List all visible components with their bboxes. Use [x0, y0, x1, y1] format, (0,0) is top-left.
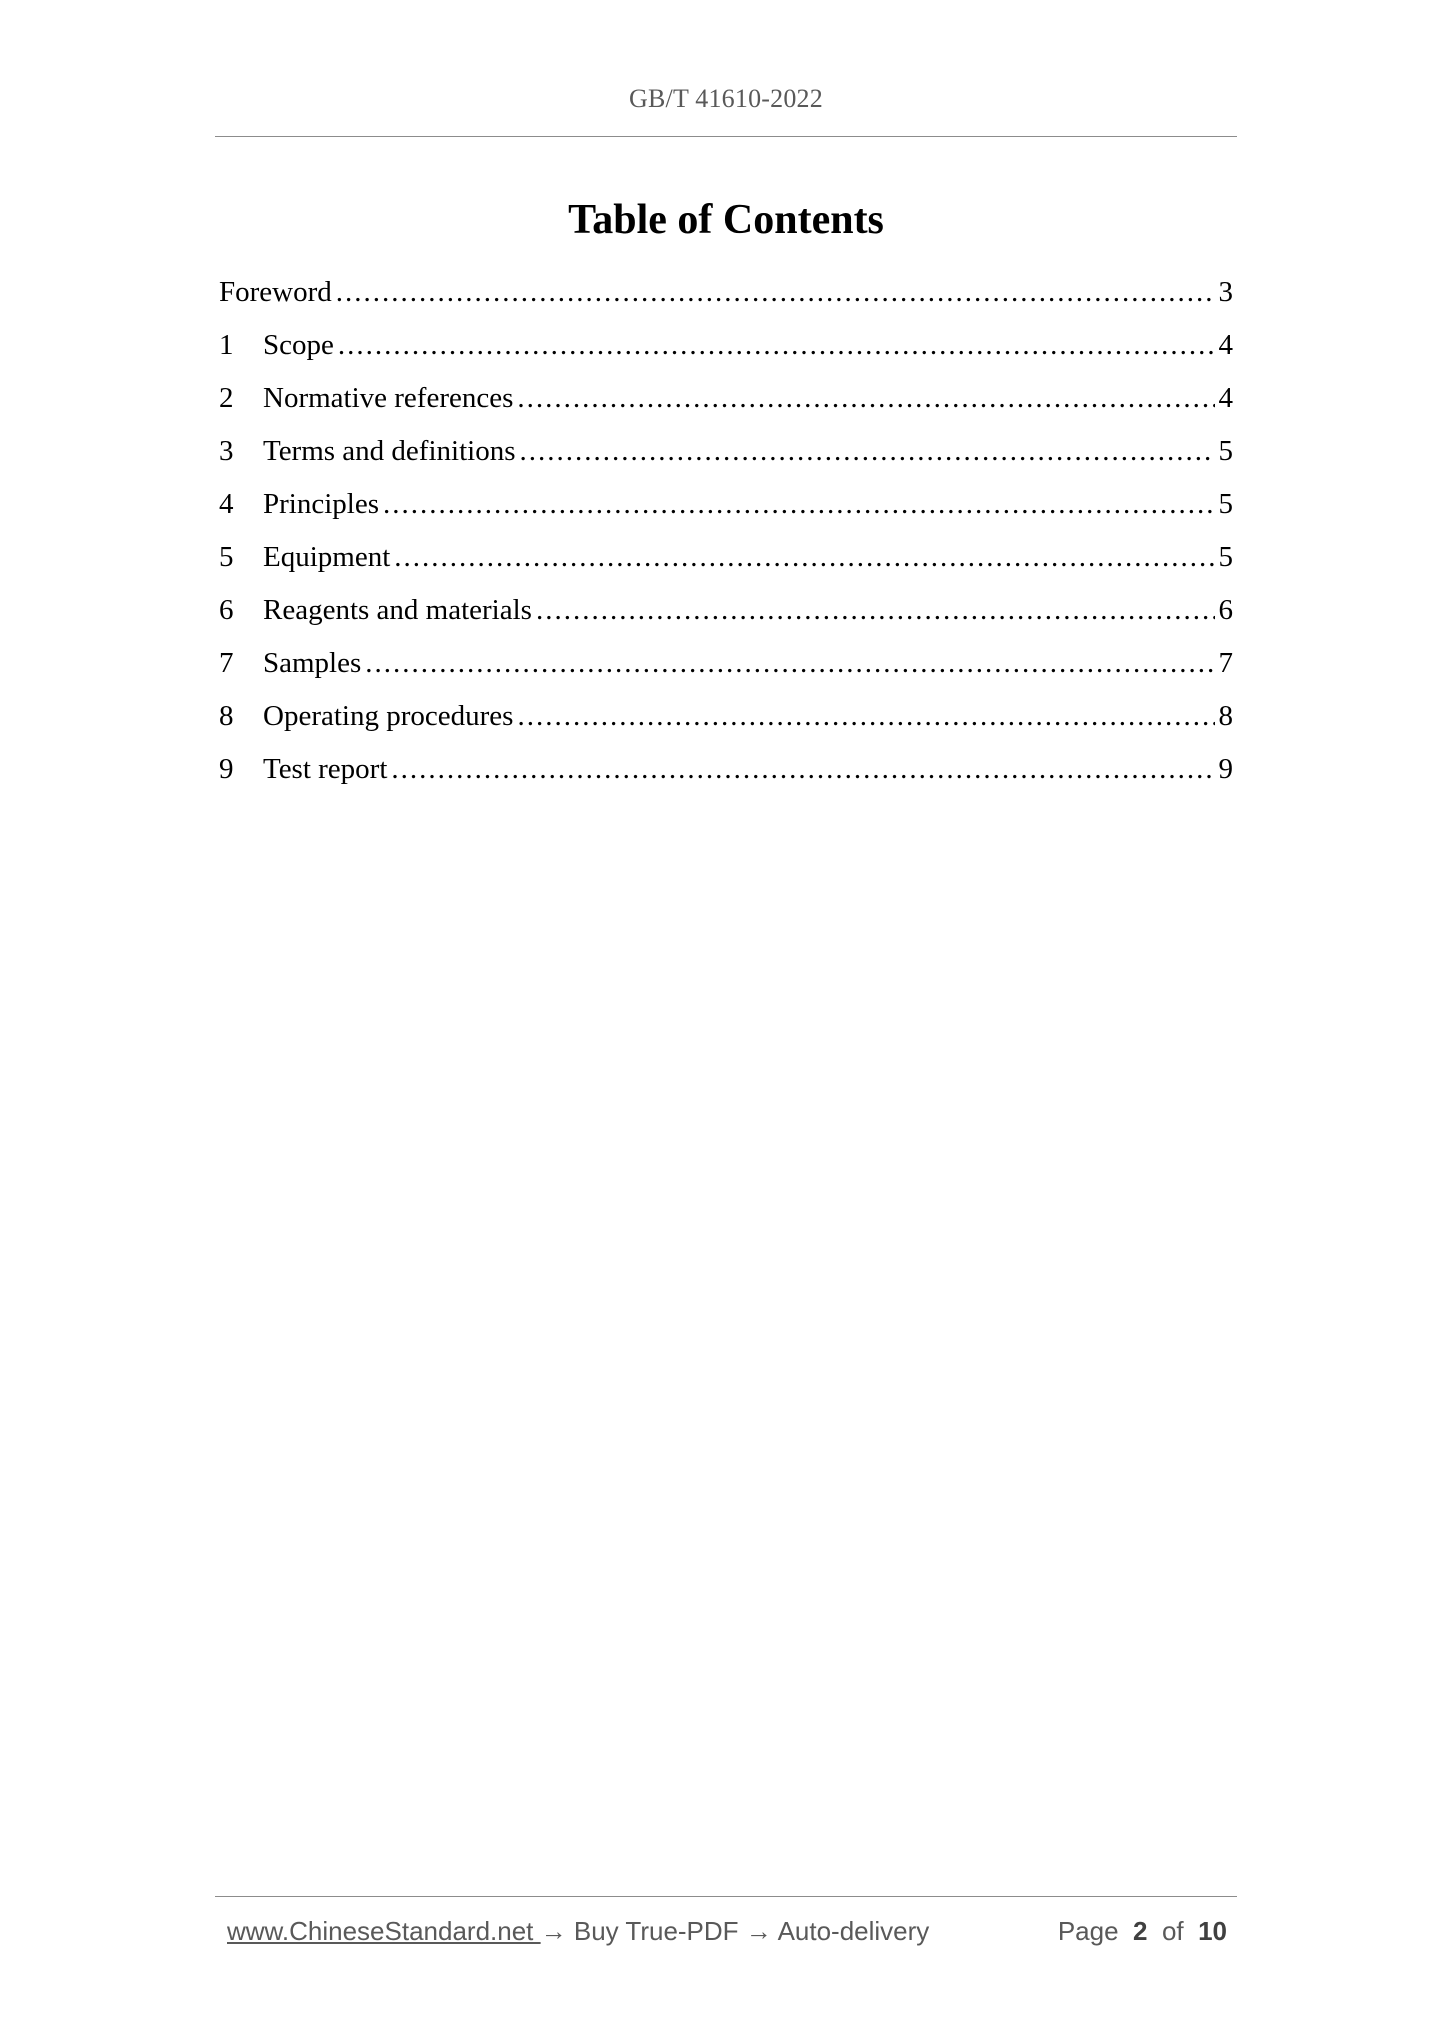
toc-dot-leader: [517, 378, 1214, 418]
toc-dot-leader: [383, 484, 1215, 524]
toc-entry-equipment[interactable]: [219, 537, 1233, 590]
page-indicator: [1058, 1916, 1227, 1947]
toc-entry-page: 4: [1218, 329, 1233, 361]
toc-entry-page: 3: [1218, 276, 1233, 308]
toc-entry-label: Terms and definitions: [263, 435, 516, 467]
toc-entry-number: 7: [219, 647, 234, 679]
toc-entry-label: Reagents and materials: [263, 594, 532, 626]
toc-entry-page: 5: [1218, 541, 1233, 573]
toc-entry-number: 3: [219, 435, 234, 467]
toc-dot-leader: [338, 325, 1215, 365]
toc-entry-number: 6: [219, 594, 234, 626]
toc-entry-page: 8: [1218, 700, 1233, 732]
toc-entry-page: 7: [1218, 647, 1233, 679]
toc-entry-label: Normative references: [263, 382, 514, 414]
auto-delivery-text: Auto-delivery: [771, 1916, 930, 1946]
toc-entry-label: Operating procedures: [263, 700, 514, 732]
toc-entry-page: 5: [1218, 488, 1233, 520]
footer-divider: [215, 1896, 1237, 1897]
page-footer: [227, 1916, 1227, 1947]
toc-entry-number: 1: [219, 329, 234, 361]
toc-entry-number: 2: [219, 382, 234, 414]
toc-entry-label: Scope: [263, 329, 334, 361]
toc-entry-number: 4: [219, 488, 234, 520]
toc-title: Table of Contents: [568, 197, 884, 243]
header-divider: [215, 136, 1237, 137]
page-header-standard-id: GB/T 41610-2022: [629, 84, 823, 113]
arrow-right-icon: →: [540, 1916, 567, 1946]
toc-dot-leader: [391, 749, 1214, 789]
page-word: Page: [1057, 1916, 1119, 1946]
arrow-right-icon: →: [745, 1916, 772, 1946]
toc-entry-label: Test report: [263, 753, 388, 785]
toc-dot-leader: [365, 643, 1214, 683]
toc-dot-leader: [394, 537, 1214, 577]
buy-true-pdf-text: Buy True-PDF: [566, 1916, 746, 1946]
table-of-contents: [219, 272, 1233, 802]
toc-dot-leader: [519, 431, 1214, 471]
toc-entry-page: 9: [1218, 753, 1233, 785]
toc-dot-leader: [517, 696, 1214, 736]
of-word: of: [1161, 1916, 1184, 1946]
toc-entry-page: 5: [1218, 435, 1233, 467]
toc-entry-number: 9: [219, 753, 234, 785]
toc-entry-operating-procedures[interactable]: [219, 696, 1233, 749]
site-link[interactable]: www.ChineseStandard.net: [227, 1916, 541, 1946]
toc-dot-leader: [336, 272, 1215, 312]
toc-entry-page: 4: [1218, 382, 1233, 414]
toc-entry-foreword[interactable]: [219, 272, 1233, 325]
page-total: 10: [1198, 1916, 1227, 1946]
toc-entry-number: 8: [219, 700, 234, 732]
toc-entry-page: 6: [1218, 594, 1233, 626]
toc-entry-normative-references[interactable]: [219, 378, 1233, 431]
toc-entry-test-report[interactable]: [219, 749, 1233, 802]
toc-entry-label: Samples: [263, 647, 362, 679]
toc-entry-number: 5: [219, 541, 234, 573]
toc-entry-label: Equipment: [263, 541, 391, 573]
toc-entry-reagents-and-materials[interactable]: [219, 590, 1233, 643]
toc-entry-samples[interactable]: [219, 643, 1233, 696]
toc-entry-label: Principles: [263, 488, 379, 520]
page-current: 2: [1133, 1916, 1148, 1946]
toc-dot-leader: [536, 590, 1215, 630]
toc-entry-label: Foreword: [219, 276, 332, 308]
toc-entry-scope[interactable]: [219, 325, 1233, 378]
toc-entry-principles[interactable]: [219, 484, 1233, 537]
toc-entry-terms-and-definitions[interactable]: [219, 431, 1233, 484]
